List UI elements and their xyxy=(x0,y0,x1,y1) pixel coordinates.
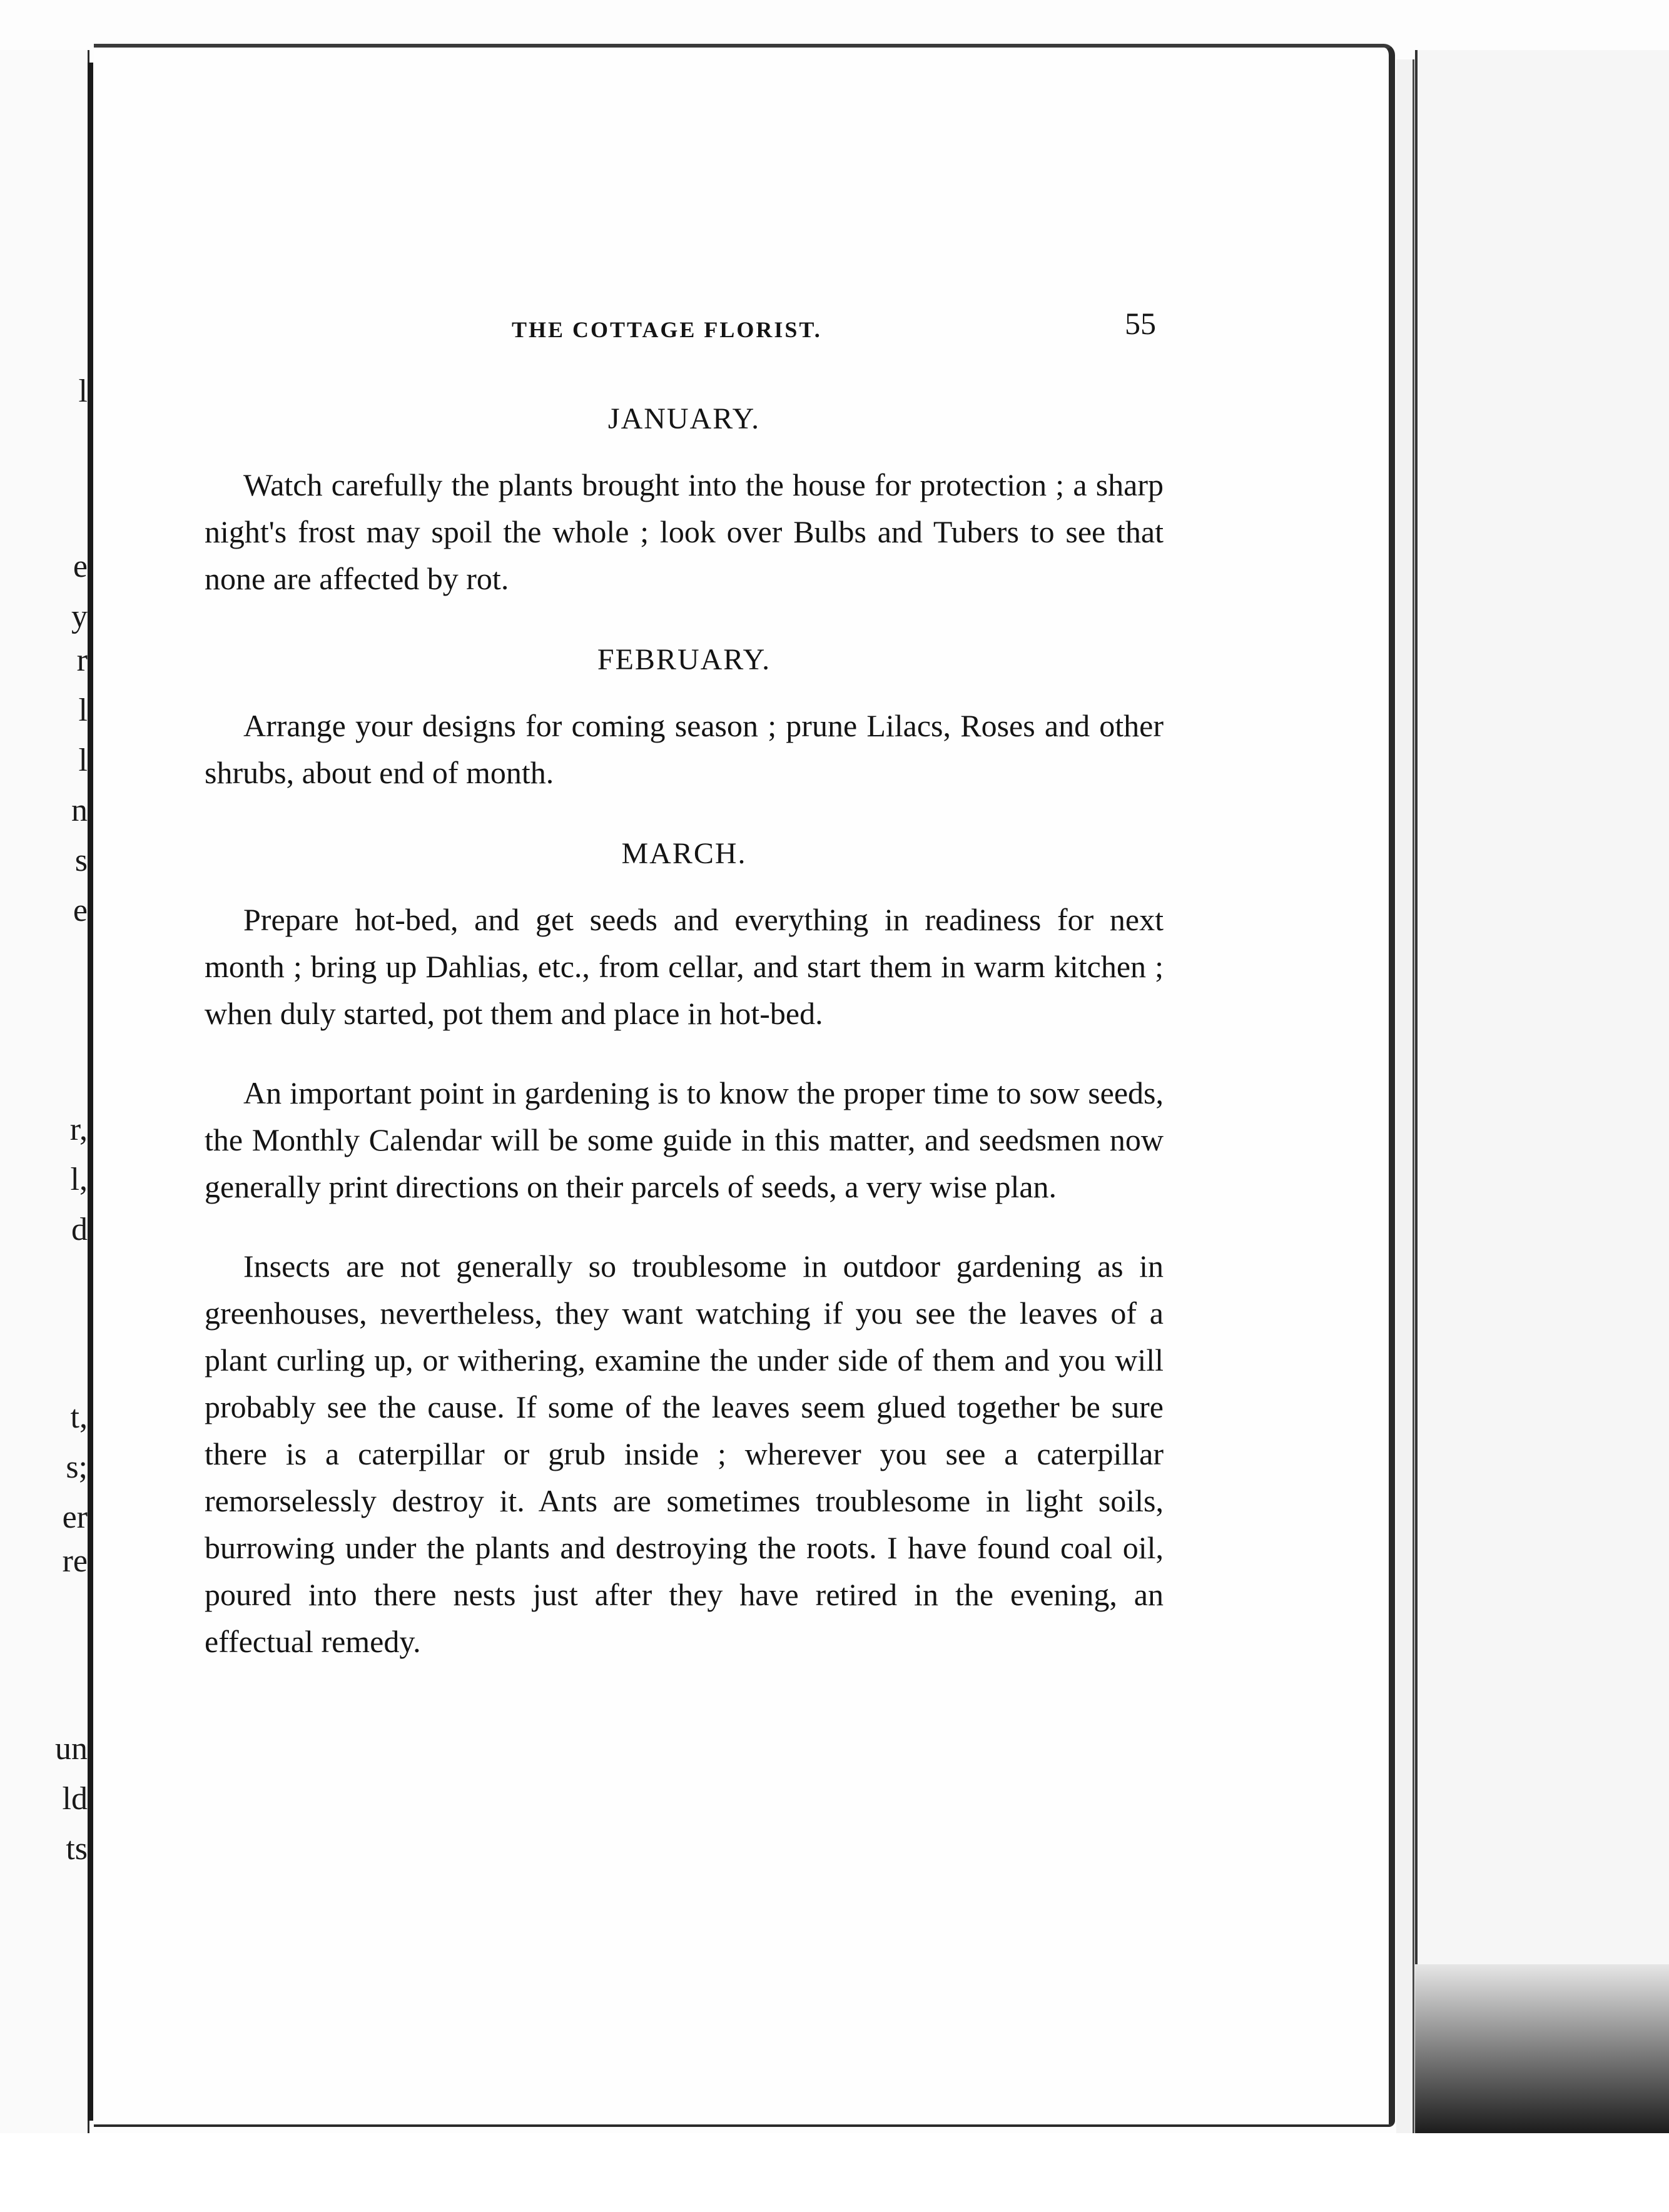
calendar-section-january xyxy=(205,394,1164,602)
previous-page-fragment: e xyxy=(73,893,88,928)
section-text: Prepare hot-bed, and get seeds and everything in readiness for next month ; bring up Dahlias, etc., from cellar, and start them in warm kitchen ; when duly started, pot them and place in hot-bed. xyxy=(205,902,1164,1031)
calendar-section-february xyxy=(205,635,1164,796)
previous-page-fragment: y xyxy=(71,599,88,634)
previous-page-fragment: er xyxy=(62,1499,88,1535)
section-heading: FEBRUARY. xyxy=(597,643,771,676)
scan-bottom-margin xyxy=(0,2133,1669,2212)
page-number: 55 xyxy=(1125,306,1156,341)
cover-shadow xyxy=(1415,1964,1669,2133)
previous-page-sliver xyxy=(0,50,89,2133)
previous-page-fragment: ts xyxy=(66,1831,88,1867)
previous-page-fragment: l xyxy=(78,743,88,778)
section-text: Arrange your designs for coming season ; prune Lilacs, Roses and other shrubs, about end of month. xyxy=(205,708,1164,790)
body-paragraph-insects: Insects are not generally so troublesome in outdoor gardening as in greenhouses, nevertheless, they want watching if you see the leaves of a plant curling up, or withering, examine the under side of them and you will probably see the cause. If some of the leaves seem glued together be sure there is a caterpillar or grub inside ; wherever you see a caterpillar remorselessly destroy it. Ants are sometimes troublesome in light soils, burrowing under the plants and destroying the roots. I have found coal oil, poured into there nests just after they have retired in the evening, an effectual remedy. xyxy=(205,1249,1164,1659)
calendar-section-march xyxy=(205,829,1164,1037)
previous-page-fragment: ld xyxy=(62,1781,88,1817)
previous-page-fragment: d xyxy=(71,1212,88,1247)
previous-page-fragment: r xyxy=(76,642,88,678)
page-body xyxy=(205,394,1164,1665)
section-heading: MARCH. xyxy=(621,837,747,870)
previous-page-fragment: t, xyxy=(70,1399,88,1435)
previous-page-fragment: s xyxy=(74,843,88,878)
previous-page-fragment: un xyxy=(55,1731,88,1767)
book-spine-shadow xyxy=(88,63,93,2121)
page-header xyxy=(512,305,1156,349)
previous-page-fragment: l xyxy=(78,693,88,728)
previous-page-fragment: s; xyxy=(66,1449,88,1485)
previous-page-fragment: re xyxy=(62,1543,88,1579)
book-cover-board xyxy=(1415,50,1669,2137)
body-paragraph-sowing: An important point in gardening is to know the proper time to sow seeds, the Monthly Calendar will be some guide in this matter, and seedsmen now generally print directions on their parcels of seeds, a very wise plan. xyxy=(205,1075,1164,1204)
running-head: THE COTTAGE FLORIST. xyxy=(512,317,822,342)
previous-page-fragment: r, xyxy=(69,1112,88,1147)
previous-page-fragment: n xyxy=(71,793,88,828)
section-heading: JANUARY. xyxy=(607,402,761,435)
previous-page-fragment: l, xyxy=(70,1162,88,1197)
previous-page-fragment: e xyxy=(73,549,88,584)
page-stack-edge xyxy=(1396,59,1414,2133)
section-text: Watch carefully the plants brought into the house for protection ; a sharp night's frost may spoil the whole ; look over Bulbs and Tubers to see that none are affected by rot. xyxy=(205,467,1164,596)
previous-page-fragment: l xyxy=(78,373,88,409)
